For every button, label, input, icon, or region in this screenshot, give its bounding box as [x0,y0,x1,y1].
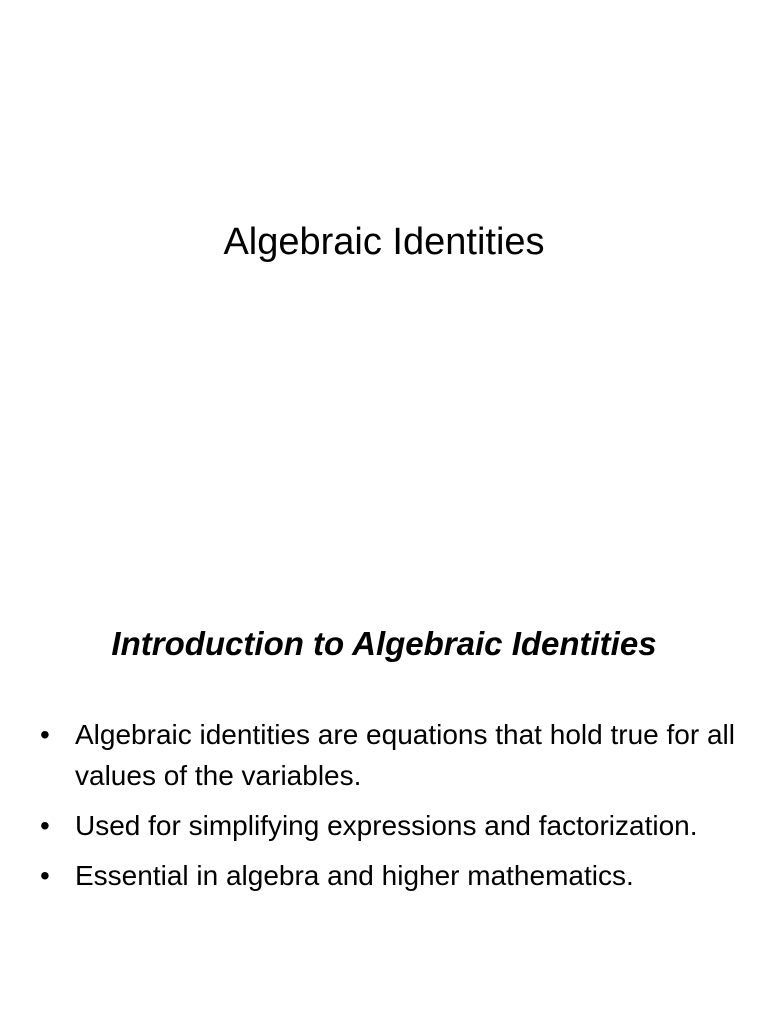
bullet-text: Algebraic identities are equations that hold true for all values of the variables. [75,719,735,791]
content-slide [0,512,768,1024]
bullet-item [40,805,740,846]
bullet-icon: • [40,719,50,750]
bullet-list [40,714,740,905]
bullet-item [40,855,740,896]
presentation-title: Algebraic Identities [223,221,545,263]
bullet-text: Essential in algebra and higher mathematics. [75,860,634,891]
bullet-icon: • [40,860,50,891]
bullet-text: Used for simplifying expressions and factorization. [75,810,698,841]
slide-heading: Introduction to Algebraic Identities [111,625,657,662]
bullet-icon: • [40,810,50,841]
bullet-item [40,714,740,796]
